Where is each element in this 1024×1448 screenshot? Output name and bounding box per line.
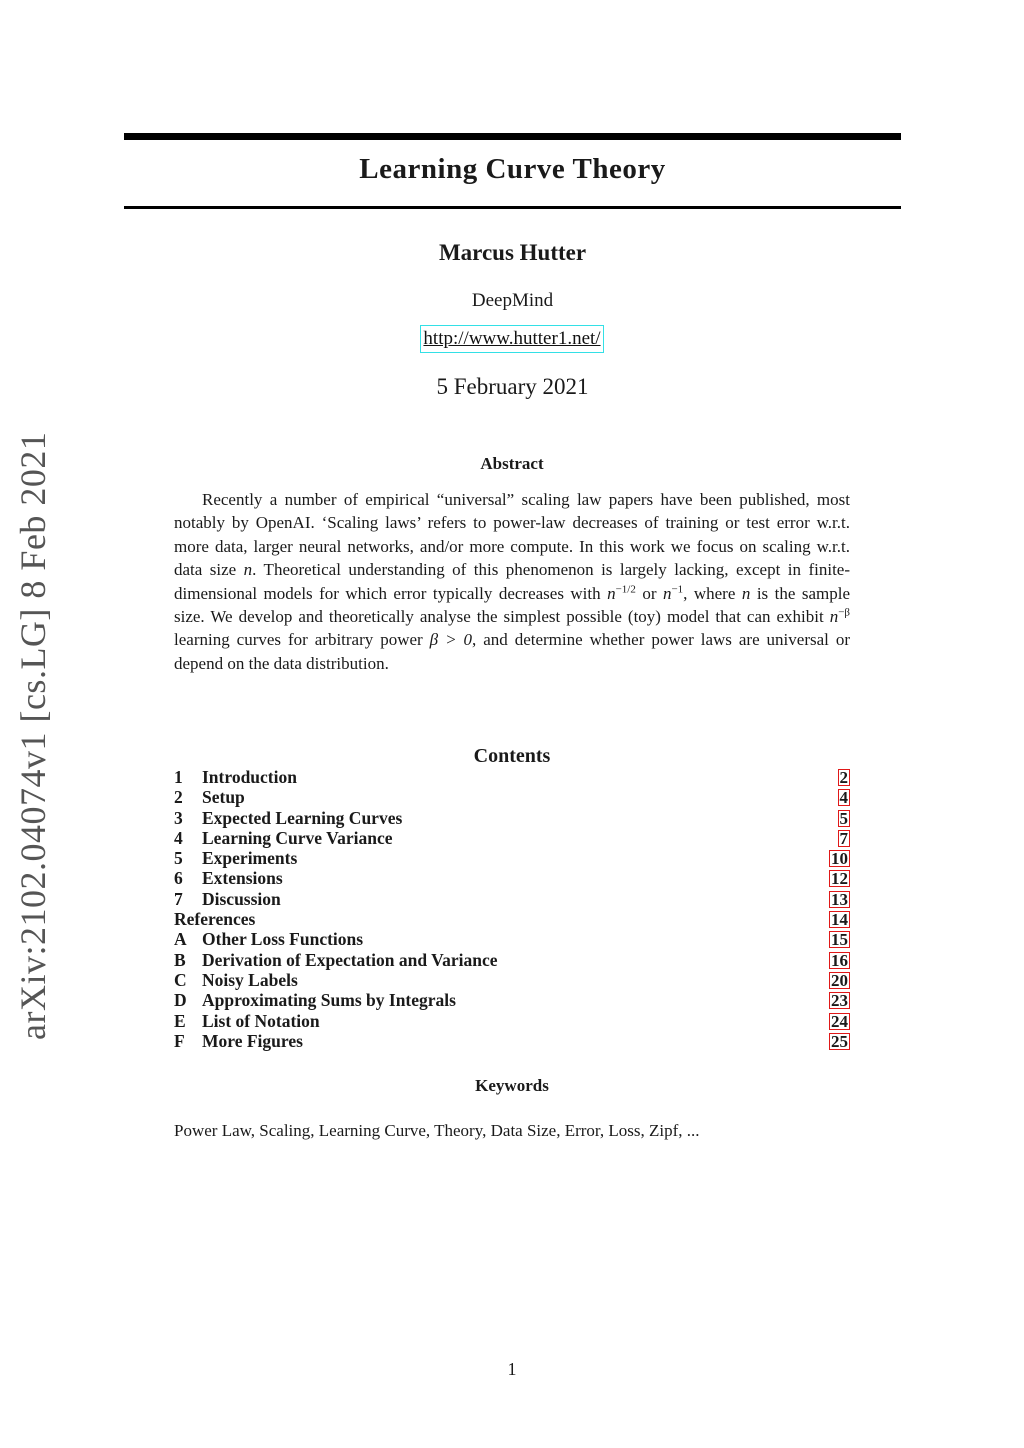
toc-entry-number: 1 bbox=[174, 767, 183, 787]
keywords-heading: Keywords bbox=[475, 1076, 549, 1095]
toc-page-link[interactable]: 10 bbox=[831, 849, 848, 869]
arxiv-identifier: arXiv:2102.04074v1 [cs.LG] 8 Feb 2021 bbox=[13, 431, 53, 1040]
toc-entry[interactable] bbox=[174, 1031, 850, 1051]
toc-page-link[interactable]: 2 bbox=[839, 768, 848, 787]
toc-entry-number: 2 bbox=[174, 787, 183, 808]
toc-entry-title: More Figures bbox=[202, 1030, 303, 1051]
toc-page-link[interactable]: 13 bbox=[831, 889, 848, 909]
toc-entry[interactable] bbox=[174, 909, 850, 929]
toc-page-link[interactable]: 14 bbox=[831, 910, 848, 930]
toc-entry[interactable] bbox=[174, 970, 850, 990]
toc-entry-number: C bbox=[174, 969, 187, 990]
toc-page-link[interactable]: 25 bbox=[831, 1031, 848, 1051]
toc-entry-number: D bbox=[174, 990, 187, 1011]
toc-entry-title: Noisy Labels bbox=[202, 969, 298, 990]
toc-entry-number: 4 bbox=[174, 827, 183, 848]
toc-entry-number: 6 bbox=[174, 868, 183, 889]
toc-entry-number: 5 bbox=[174, 848, 183, 869]
toc-entry[interactable] bbox=[174, 1011, 850, 1031]
toc-page-link[interactable]: 24 bbox=[831, 1011, 848, 1031]
abstract-heading: Abstract bbox=[480, 454, 544, 473]
toc-entry[interactable] bbox=[174, 889, 850, 909]
toc-entry[interactable] bbox=[174, 868, 850, 888]
toc-entry[interactable] bbox=[174, 990, 850, 1010]
toc-page-link[interactable]: 23 bbox=[831, 991, 848, 1011]
title-bottom-rule bbox=[124, 206, 901, 209]
paper-date: 5 February 2021 bbox=[436, 374, 589, 399]
toc-entry-number: B bbox=[174, 949, 186, 970]
toc-entry-number: A bbox=[174, 929, 187, 950]
toc-entry-title: Approximating Sums by Integrals bbox=[202, 990, 456, 1011]
title-top-rule bbox=[124, 133, 901, 140]
toc-entry-title: Discussion bbox=[202, 888, 281, 909]
toc-entry-title: Learning Curve Variance bbox=[202, 827, 393, 848]
toc-entry[interactable] bbox=[174, 767, 850, 787]
toc-entry-title: Experiments bbox=[202, 848, 298, 869]
author-name: Marcus Hutter bbox=[438, 240, 587, 265]
toc-entry[interactable] bbox=[174, 787, 850, 807]
table-of-contents bbox=[174, 767, 850, 1051]
toc-entry-title: Extensions bbox=[202, 868, 283, 889]
toc-entry-title: Derivation of Expectation and Variance bbox=[202, 949, 498, 970]
toc-entry-title: Setup bbox=[202, 787, 245, 808]
toc-entry[interactable] bbox=[174, 848, 850, 868]
toc-entry-number: E bbox=[174, 1010, 186, 1031]
keywords-text: Power Law, Scaling, Learning Curve, Theory, Data Size, Error, Loss, Zipf, ... bbox=[174, 1121, 700, 1140]
toc-entry-number: 7 bbox=[174, 888, 183, 909]
toc-page-link[interactable]: 7 bbox=[839, 828, 848, 848]
toc-entry-number: 3 bbox=[174, 807, 183, 828]
toc-entry[interactable] bbox=[174, 828, 850, 848]
toc-page-link[interactable]: 15 bbox=[831, 930, 848, 950]
toc-page-link[interactable]: 5 bbox=[839, 808, 848, 828]
toc-entry[interactable] bbox=[174, 950, 850, 970]
toc-entry-title: List of Notation bbox=[202, 1010, 320, 1031]
toc-entry-title: Introduction bbox=[202, 767, 297, 787]
toc-entry[interactable] bbox=[174, 929, 850, 949]
toc-page-link[interactable]: 4 bbox=[839, 788, 848, 808]
toc-entry-number: F bbox=[174, 1030, 185, 1051]
toc-entry-title: References bbox=[174, 909, 256, 930]
toc-page-link[interactable]: 20 bbox=[831, 970, 848, 990]
paper-title: Learning Curve Theory bbox=[359, 153, 666, 185]
toc-entry[interactable] bbox=[174, 808, 850, 828]
url-container bbox=[0, 325, 1024, 353]
toc-page-link[interactable]: 16 bbox=[831, 950, 848, 970]
abstract-text: Recently a number of empirical “universal” scaling law papers have been published, most notably by OpenAI. ‘Scaling laws’ refers to power-law decreases of training or test error w.r.t. more data, larger neural networks, and/or more compute. In this work we focus on scaling w.r.t. data size n. Theoretical understanding of this phenomenon is largely lacking, except in finite-dimensional models for which error typically decreases with $n^{-1/2}$ or $n^{-1}$, where n is the sample size. We develop and theoretically analyse the simplest possible (toy) model that can exhibit $n^{-\beta}$ learning curves for arbitrary power β > 0, and determine whether power laws are universal or depend on the data distribution. bbox=[174, 490, 850, 673]
toc-entry-title: Expected Learning Curves bbox=[202, 807, 403, 828]
affiliation: DeepMind bbox=[471, 290, 554, 311]
page-number: 1 bbox=[507, 1359, 517, 1379]
toc-page-link[interactable]: 12 bbox=[831, 869, 848, 889]
contents-heading: Contents bbox=[473, 745, 551, 767]
author-url-link[interactable]: http://www.hutter1.net/ bbox=[420, 325, 603, 353]
toc-entry-title: Other Loss Functions bbox=[202, 929, 364, 950]
